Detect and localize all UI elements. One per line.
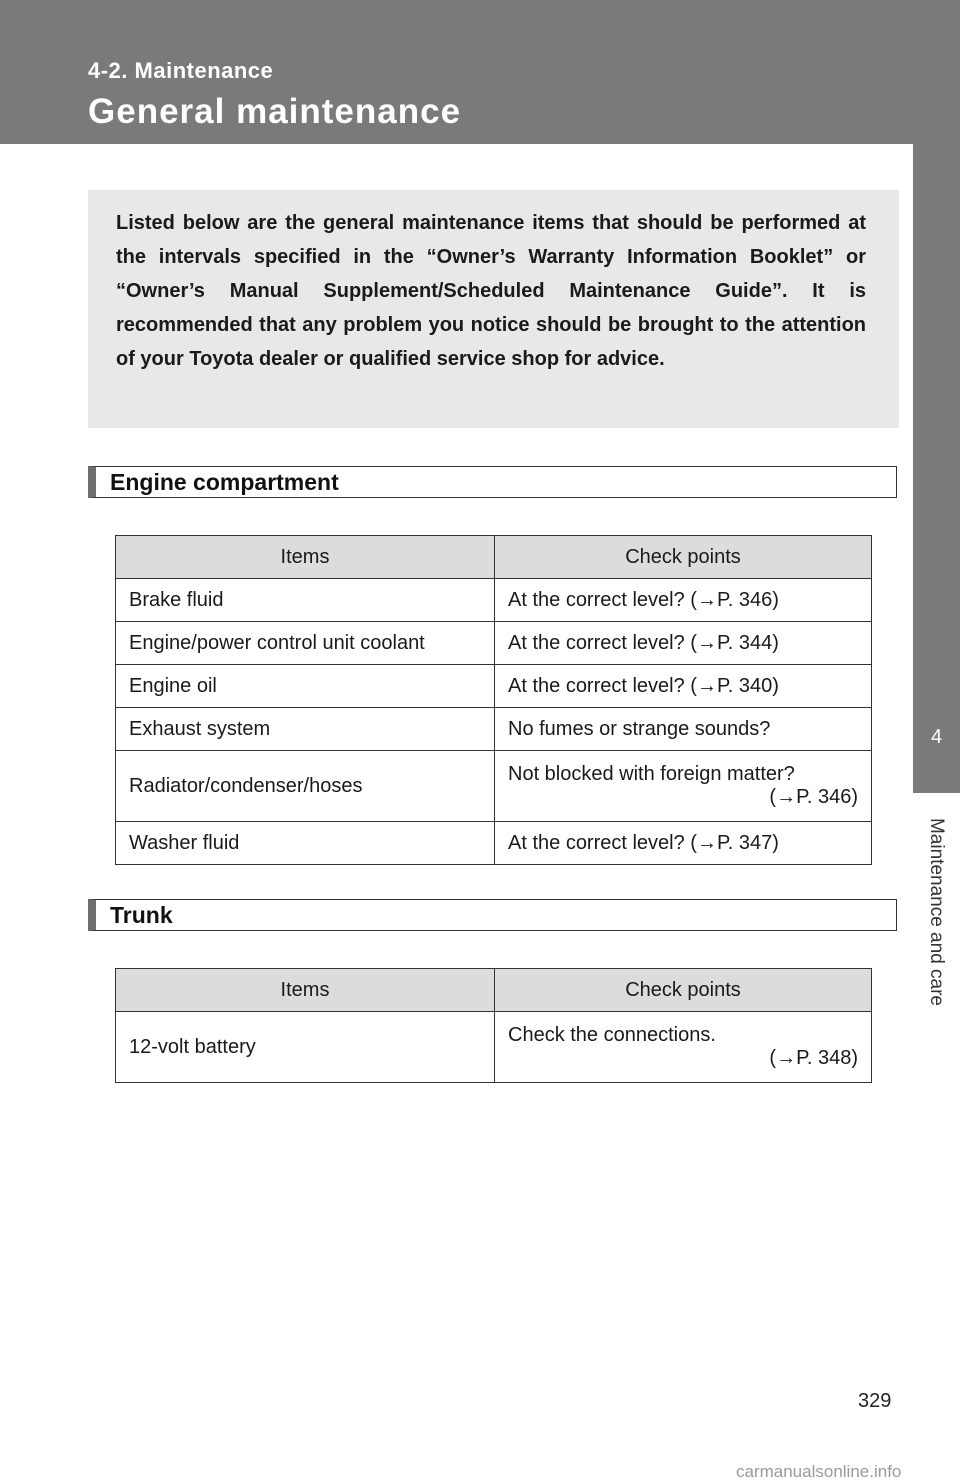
check-cell bbox=[495, 751, 872, 822]
check-cell: At the correct level? (→P. 347) bbox=[495, 822, 872, 865]
chapter-number: 4 bbox=[930, 726, 943, 748]
item-cell: Engine oil bbox=[116, 665, 495, 708]
intro-text: Listed below are the general maintenance items that should be performed at the intervals specified in the “Owner’s Warranty Information Booklet” or “Owner’s Manual Supplement/Scheduled Maintenance Guide”. It is recommended that any problem you notice should be brought to the attention of your Toyota dealer or qualified service shop for advice. bbox=[116, 212, 866, 370]
table-header-row bbox=[116, 536, 872, 579]
table-row bbox=[116, 665, 872, 708]
engine-compartment-table bbox=[115, 535, 872, 865]
watermark: carmanualsonline.info bbox=[736, 1462, 902, 1481]
check-text: Not blocked with foreign matter? bbox=[508, 763, 795, 785]
intro-box bbox=[88, 190, 899, 428]
column-header-items: Items bbox=[116, 536, 495, 579]
page-reference: (→P. 346) bbox=[769, 786, 858, 808]
check-cell: At the correct level? (→P. 346) bbox=[495, 579, 872, 622]
item-cell: Brake fluid bbox=[116, 579, 495, 622]
table-row bbox=[116, 622, 872, 665]
check-cell: At the correct level? (→P. 344) bbox=[495, 622, 872, 665]
table-header-row bbox=[116, 969, 872, 1012]
column-header-check-points: Check points bbox=[495, 969, 872, 1012]
check-cell: No fumes or strange sounds? bbox=[495, 708, 872, 751]
section-number: 4-2. Maintenance bbox=[88, 58, 274, 83]
table-row bbox=[116, 822, 872, 865]
check-cell: At the correct level? (→P. 340) bbox=[495, 665, 872, 708]
column-header-items: Items bbox=[116, 969, 495, 1012]
trunk-title: Trunk bbox=[110, 902, 173, 928]
chapter-tab bbox=[913, 690, 960, 793]
engine-compartment-title: Engine compartment bbox=[110, 469, 339, 495]
page-header bbox=[0, 0, 960, 144]
trunk-heading bbox=[88, 899, 897, 931]
chapter-label: Maintenance and care bbox=[926, 817, 947, 1006]
item-cell: Washer fluid bbox=[116, 822, 495, 865]
table-row bbox=[116, 579, 872, 622]
page-title: General maintenance bbox=[88, 92, 462, 131]
table-row bbox=[116, 751, 872, 822]
item-cell: 12-volt battery bbox=[116, 1012, 495, 1083]
item-cell: Exhaust system bbox=[116, 708, 495, 751]
page-reference: (→P. 348) bbox=[769, 1047, 858, 1069]
item-cell: Radiator/condenser/hoses bbox=[116, 751, 495, 822]
item-cell: Engine/power control unit coolant bbox=[116, 622, 495, 665]
page-number: 329 bbox=[858, 1390, 892, 1412]
check-cell bbox=[495, 1012, 872, 1083]
table-row bbox=[116, 708, 872, 751]
table-row bbox=[116, 1012, 872, 1083]
column-header-check-points: Check points bbox=[495, 536, 872, 579]
check-text: Check the connections. bbox=[508, 1024, 716, 1046]
trunk-table bbox=[115, 968, 872, 1083]
engine-compartment-heading bbox=[88, 466, 897, 498]
side-bar bbox=[913, 0, 960, 690]
